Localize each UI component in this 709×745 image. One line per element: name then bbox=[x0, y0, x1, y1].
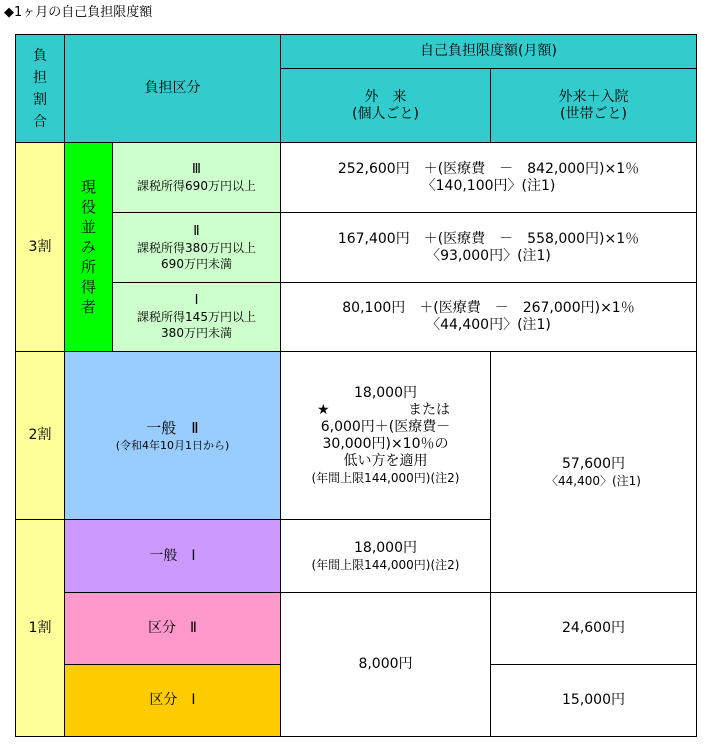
header-category: 負担区分 bbox=[65, 35, 281, 143]
limit-active-1: 80,100円 ＋(医療費 － 267,000円)×1％ 〈44,400円〉(注1) bbox=[281, 283, 697, 352]
combined-kubun-1: 15,000円 bbox=[491, 665, 697, 737]
category-kubun-2: 区分 Ⅱ bbox=[65, 593, 281, 665]
category-kubun-1: 区分 Ⅰ bbox=[65, 665, 281, 737]
ratio-2: 2割 bbox=[16, 352, 65, 520]
combined-general: 57,600円 〈44,400〉(注1) bbox=[491, 352, 697, 593]
header-ratio: 負担割合 bbox=[16, 35, 65, 143]
ratio-1: 1割 bbox=[16, 520, 65, 737]
header-outpatient: 外 来 (個人ごと) bbox=[281, 69, 491, 143]
limit-active-2: 167,400円 ＋(医療費 － 558,000円)×1％ 〈93,000円〉(注1) bbox=[281, 213, 697, 283]
category-active-3: Ⅲ 課税所得690万円以上 bbox=[113, 143, 281, 213]
active-income-label: 現役並み所得者 bbox=[65, 143, 113, 352]
category-general-2: 一般 Ⅱ (令和4年10月1日から) bbox=[65, 352, 281, 520]
limit-table bbox=[15, 34, 697, 737]
limit-active-3: 252,600円 ＋(医療費 － 842,000円)×1％ 〈140,100円〉(注1) bbox=[281, 143, 697, 213]
outpatient-general-2: 18,000円 ★ または 6,000円＋(医療費－ 30,000円)×10％の 低い方を適用 (年間上限144,000円)(注2) bbox=[281, 352, 491, 520]
header-limit-monthly: 自己負担限度額(月額) bbox=[281, 35, 697, 69]
header-combined: 外来＋入院 (世帯ごと) bbox=[491, 69, 697, 143]
combined-kubun-2: 24,600円 bbox=[491, 593, 697, 665]
category-general-1: 一般 Ⅰ bbox=[65, 520, 281, 593]
outpatient-kubun: 8,000円 bbox=[281, 593, 491, 737]
category-active-1: Ⅰ 課税所得145万円以上 380万円未満 bbox=[113, 283, 281, 352]
star-icon: ★ bbox=[317, 402, 330, 418]
category-active-2: Ⅱ 課税所得380万円以上 690万円未満 bbox=[113, 213, 281, 283]
ratio-3: 3割 bbox=[16, 143, 65, 352]
outpatient-general-1: 18,000円 (年間上限144,000円)(注2) bbox=[281, 520, 491, 593]
page-title: ◆1ヶ月の自己負担限度額 bbox=[4, 5, 153, 20]
